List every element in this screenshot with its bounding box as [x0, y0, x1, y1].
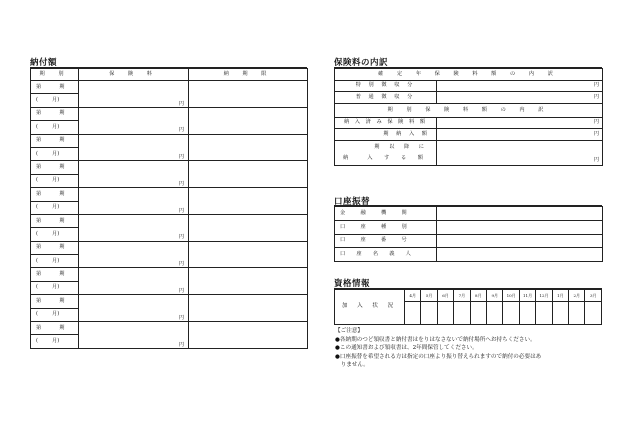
account-label-char: 口: [340, 223, 346, 230]
month-cell: [31, 255, 79, 268]
month-cell: [31, 228, 79, 241]
due-date-cell: [189, 134, 308, 161]
month-header: 5月: [421, 290, 437, 302]
special-collection-value: 円: [437, 80, 603, 92]
account-label-char: 口: [340, 251, 346, 258]
after-period-value: 円: [437, 140, 603, 165]
month-open: (: [36, 150, 39, 157]
month-header: 3月: [585, 290, 602, 302]
account-label: [335, 207, 437, 221]
due-date-cell: [189, 81, 308, 108]
period-cell: [31, 188, 79, 201]
payment-row: [31, 322, 308, 335]
payment-row: [31, 107, 308, 120]
month-cell: [31, 335, 79, 348]
month-header: 4月: [405, 290, 421, 302]
month-open: (: [36, 123, 39, 130]
premium-cell: 円: [79, 107, 189, 134]
period-cell: [31, 241, 79, 254]
month-header: 6月: [437, 290, 453, 302]
note-item: りません。: [335, 362, 369, 369]
account-label-char: 金: [340, 209, 346, 216]
paid-amount-value: 円: [437, 117, 603, 129]
period-prefix: 第: [36, 163, 42, 170]
account-label-char: 座: [360, 237, 366, 244]
account-value: [437, 220, 603, 234]
period-prefix: 第: [36, 110, 42, 117]
period-breakdown-header: 期 別 保 険 料 額 の 内 訳: [335, 103, 603, 117]
month-label: 月): [52, 230, 60, 237]
month-label: 月): [52, 177, 60, 184]
period-suffix: 期: [59, 83, 65, 90]
payment-row: [31, 188, 308, 201]
payment-row: [31, 81, 308, 94]
premium-cell: 円: [79, 241, 189, 268]
month-status-cell: [503, 302, 519, 325]
premium-cell: 円: [79, 134, 189, 161]
period-suffix: 期: [59, 324, 65, 331]
account-label-char: 座: [356, 251, 362, 258]
month-label: 月): [52, 284, 60, 291]
period-suffix: 期: [59, 297, 65, 304]
period-cell: [31, 295, 79, 308]
header-due-date: 納 期 限: [189, 69, 308, 81]
qualification-section-title: 資格情報: [334, 279, 371, 289]
month-status-cell: [470, 302, 486, 325]
account-label-char: 融: [360, 209, 366, 216]
month-status-cell: [569, 302, 585, 325]
account-value: [437, 234, 603, 248]
month-label: 月): [52, 204, 60, 211]
month-header: 7月: [454, 290, 470, 302]
period-cell: [31, 268, 79, 281]
payment-row: [31, 214, 308, 227]
month-header: 9月: [487, 290, 503, 302]
account-table: [334, 206, 603, 262]
account-label-char: 人: [405, 251, 411, 258]
month-label: 月): [52, 96, 60, 103]
account-label: [335, 248, 437, 262]
account-label-char: 関: [401, 209, 407, 216]
due-date-cell: [189, 295, 308, 322]
ordinary-collection-value: 円: [437, 92, 603, 104]
month-cell: [31, 281, 79, 294]
period-prefix: 第: [36, 244, 42, 251]
month-open: (: [36, 311, 39, 318]
due-date-cell: [189, 161, 308, 188]
this-period-label: 期 納 入 額: [335, 129, 437, 141]
premium-cell: 円: [79, 81, 189, 108]
account-value: [437, 207, 603, 221]
month-label: 月): [52, 311, 60, 318]
account-label: [335, 220, 437, 234]
notes-heading: 【ご注意】: [335, 328, 363, 334]
note-item: ●口座振替を希望される方は指定の口座より振り替えられますので納付の必要はあ: [335, 353, 542, 360]
month-open: (: [36, 257, 39, 264]
month-open: (: [36, 177, 39, 184]
month-header: 11月: [519, 290, 535, 302]
month-open: (: [36, 230, 39, 237]
period-cell: [31, 214, 79, 227]
after-period-line2b: 入 す る 額: [367, 154, 428, 161]
account-value: [437, 248, 603, 262]
month-status-cell: [536, 302, 552, 325]
due-date-cell: [189, 107, 308, 134]
month-status-cell: [585, 302, 602, 325]
month-header: 1月: [552, 290, 568, 302]
account-label-char: 義: [389, 251, 395, 258]
period-prefix: 第: [36, 190, 42, 197]
month-cell: [31, 147, 79, 160]
month-label: 月): [52, 123, 60, 130]
month-open: (: [36, 96, 39, 103]
qualification-table: [334, 289, 602, 325]
notes: [335, 327, 541, 370]
payment-row: [31, 268, 308, 281]
payment-row: [31, 241, 308, 254]
header-premium: 保 険 料: [79, 69, 189, 81]
payment-row: [31, 295, 308, 308]
month-header: 2月: [569, 290, 585, 302]
header-period: 期 別: [31, 69, 79, 81]
month-cell: [31, 201, 79, 214]
account-label: [335, 234, 437, 248]
premium-cell: 円: [79, 268, 189, 295]
month-header: 12月: [536, 290, 552, 302]
special-collection-label: 特 別 徴 収 分: [335, 80, 437, 92]
after-period-line2a: 納: [343, 154, 349, 161]
premium-cell: 円: [79, 295, 189, 322]
month-status-cell: [552, 302, 568, 325]
due-date-cell: [189, 268, 308, 295]
premium-cell: 円: [79, 188, 189, 215]
paid-amount-label: 納 入 済 み 保 険 料 額: [335, 117, 437, 129]
fixed-annual-header: 確 定 年 保 険 料 額 の 内 訳: [335, 69, 603, 81]
breakdown-section-title: 保険料の内訳: [334, 58, 389, 68]
after-period-label: [335, 140, 437, 165]
payment-row: [31, 134, 308, 147]
period-prefix: 第: [36, 83, 42, 90]
premium-cell: 円: [79, 161, 189, 188]
month-cell: [31, 308, 79, 321]
period-suffix: 期: [59, 244, 65, 251]
month-status-cell: [454, 302, 470, 325]
period-prefix: 第: [36, 297, 42, 304]
period-cell: [31, 107, 79, 120]
month-open: (: [36, 338, 39, 345]
period-cell: [31, 81, 79, 94]
breakdown-table: [334, 68, 603, 166]
premium-cell: 円: [79, 322, 189, 349]
period-suffix: 期: [59, 110, 65, 117]
period-prefix: 第: [36, 271, 42, 278]
payment-section-title: 納付額: [30, 58, 58, 68]
note-item: ●各納期のつど領収書と納付書はをりはなさないで納付場所へお持ちください。: [335, 336, 536, 343]
month-cell: [31, 94, 79, 107]
period-cell: [31, 161, 79, 174]
month-cell: [31, 174, 79, 187]
ordinary-collection-label: 普 通 徴 収 分: [335, 92, 437, 104]
period-suffix: 期: [59, 137, 65, 144]
period-suffix: 期: [59, 217, 65, 224]
due-date-cell: [189, 214, 308, 241]
account-label-char: 番: [381, 237, 387, 244]
account-section-title: 口座振替: [334, 197, 371, 207]
due-date-cell: [189, 188, 308, 215]
period-suffix: 期: [59, 190, 65, 197]
after-period-line1: 期 以 降 に: [374, 143, 428, 150]
premium-cell: 円: [79, 214, 189, 241]
month-label: 月): [52, 338, 60, 345]
month-status-cell: [437, 302, 453, 325]
month-status-cell: [405, 302, 421, 325]
month-status-cell: [421, 302, 437, 325]
month-open: (: [36, 284, 39, 291]
month-cell: [31, 121, 79, 134]
this-period-value: 円: [437, 129, 603, 141]
month-open: (: [36, 204, 39, 211]
month-label: 月): [52, 150, 60, 157]
account-label-char: 別: [401, 223, 407, 230]
period-prefix: 第: [36, 137, 42, 144]
account-label-char: 座: [360, 223, 366, 230]
note-item: ●この通知書および領収書は、2年間保管してください。: [335, 345, 478, 352]
account-label-char: 口: [340, 237, 346, 244]
month-status-cell: [487, 302, 503, 325]
account-label-char: 種: [381, 223, 387, 230]
period-suffix: 期: [59, 271, 65, 278]
period-prefix: 第: [36, 217, 42, 224]
due-date-cell: [189, 241, 308, 268]
period-prefix: 第: [36, 324, 42, 331]
month-header: 10月: [503, 290, 519, 302]
period-suffix: 期: [59, 163, 65, 170]
account-label-char: 号: [401, 237, 407, 244]
account-label-char: 機: [381, 209, 387, 216]
month-status-cell: [519, 302, 535, 325]
month-header: 8月: [470, 290, 486, 302]
due-date-cell: [189, 322, 308, 349]
period-cell: [31, 322, 79, 335]
period-cell: [31, 134, 79, 147]
month-label: 月): [52, 257, 60, 264]
account-label-char: 名: [372, 251, 379, 258]
enrollment-status-label: 加 入 状 況: [335, 290, 405, 325]
payment-table: [30, 68, 308, 349]
payment-row: [31, 161, 308, 174]
